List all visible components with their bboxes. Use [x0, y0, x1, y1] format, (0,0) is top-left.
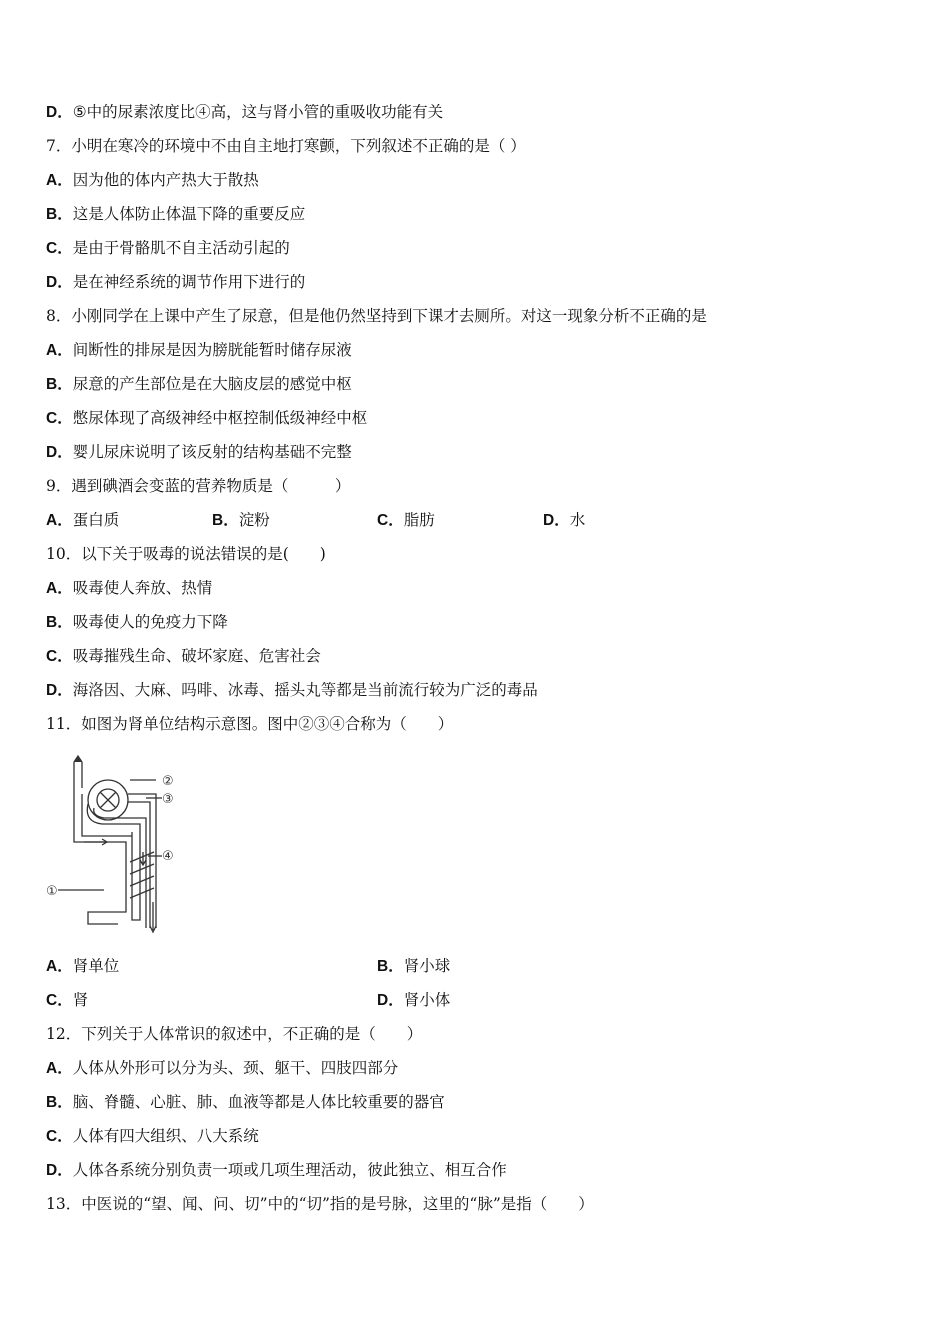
q12-option-d — [46, 1160, 507, 1181]
q13-stem: 13．中医说的“望、闻、问、切”中的“切”指的是号脉，这里的“脉”是指（ ） — [46, 1195, 594, 1213]
option-label: D． — [377, 992, 404, 1009]
label-circle-4: ④ — [162, 849, 174, 864]
q8-option-c — [46, 408, 367, 429]
efferent-wall — [128, 802, 150, 928]
arrow-down-2 — [150, 902, 156, 932]
q8-option-b — [46, 374, 352, 395]
option-label: C． — [46, 992, 73, 1009]
option-text: 肾 — [72, 991, 89, 1009]
label-circle-1: ① — [46, 884, 58, 899]
q11-option-c — [46, 990, 88, 1011]
option-text: 海洛因、大麻、吗啡、冰毒、摇头丸等都是当前流行较为广泛的毒品 — [72, 681, 538, 699]
arrow-up — [74, 756, 82, 762]
q9-stem: 9．遇到碘酒会变蓝的营养物质是（ ） — [46, 477, 351, 495]
q11-option-b — [377, 956, 450, 977]
option-text: 肾小体 — [403, 991, 451, 1009]
option-text: 蛋白质 — [72, 511, 120, 529]
q8-option-d — [46, 442, 352, 463]
option-label: D． — [46, 444, 73, 461]
q7-option-c — [46, 238, 290, 259]
option-label: A． — [46, 580, 73, 597]
option-text: 淀粉 — [238, 511, 270, 529]
q7-option-d — [46, 272, 305, 293]
option-text: 因为他的体内产热大于散热 — [72, 171, 259, 189]
option-text: 吸毒摧残生命、破坏家庭、危害社会 — [72, 647, 321, 665]
q10-stem: 10．以下关于吸毒的说法错误的是( ) — [46, 545, 326, 563]
option-text: 脑、脊髓、心脏、肺、血液等都是人体比较重要的器官 — [72, 1093, 445, 1111]
q11-stem: 11．如图为肾单位结构示意图。图中②③④合称为（ ） — [46, 715, 454, 733]
option-label: C． — [46, 648, 73, 665]
option-text: 人体有四大组织、八大系统 — [72, 1127, 259, 1145]
option-label: B． — [212, 512, 239, 529]
option-label: B． — [46, 206, 73, 223]
option-label: D． — [46, 104, 73, 121]
option-text: 吸毒使人的免疫力下降 — [72, 613, 228, 631]
option-text: ⑤中的尿素浓度比④高，这与肾小管的重吸收功能有关 — [72, 103, 444, 121]
q7-option-b — [46, 204, 305, 225]
option-text: 婴儿尿床说明了该反射的结构基础不完整 — [72, 443, 352, 461]
option-label: A． — [46, 958, 73, 975]
flow-arrow-left — [84, 839, 107, 845]
option-label: B． — [46, 1094, 73, 1111]
option-text: 间断性的排尿是因为膀胱能暂时储存尿液 — [72, 341, 352, 359]
q11-option-a — [46, 956, 119, 977]
q10-option-a — [46, 578, 212, 599]
option-text: 吸毒使人奔放、热情 — [72, 579, 213, 597]
q10-option-b — [46, 612, 228, 633]
option-label: A． — [46, 342, 73, 359]
q6-option-d — [46, 102, 443, 123]
option-text: 肾单位 — [72, 957, 120, 975]
option-text: 水 — [569, 511, 586, 529]
q7-option-a — [46, 170, 259, 191]
nephron-diagram — [44, 752, 194, 937]
option-label: A． — [46, 512, 73, 529]
option-text: 憋尿体现了高级神经中枢控制低级神经中枢 — [72, 409, 368, 427]
q9-option-a — [46, 510, 119, 531]
option-label: A． — [46, 172, 73, 189]
option-label: C． — [46, 1128, 73, 1145]
option-label: A． — [46, 1060, 73, 1077]
glomerulus-cross — [100, 792, 116, 808]
option-label: D． — [46, 274, 73, 291]
option-text: 脂肪 — [403, 511, 435, 529]
option-label: D． — [46, 1162, 73, 1179]
option-label: D． — [46, 682, 73, 699]
q10-option-c — [46, 646, 321, 667]
tubule-inner — [94, 808, 146, 928]
q12-option-a — [46, 1058, 398, 1079]
option-text: 人体从外形可以分为头、颈、躯干、四肢四部分 — [72, 1059, 399, 1077]
label-circle-2: ② — [162, 774, 174, 789]
option-text: 肾小球 — [403, 957, 451, 975]
option-text: 尿意的产生部位是在大脑皮层的感觉中枢 — [72, 375, 352, 393]
q8-stem: 8．小刚同学在上课中产生了尿意，但是他仍然坚持到下课才去厕所。对这一现象分析不正确的是 — [46, 307, 707, 325]
option-label: B． — [46, 614, 73, 631]
q12-stem: 12．下列关于人体常识的叙述中，不正确的是（ ） — [46, 1025, 423, 1043]
q7-stem: 7．小明在寒冷的环境中不由自主地打寒颤，下列叙述不正确的是（ ） — [46, 137, 526, 155]
q8-option-a — [46, 340, 352, 361]
option-label: D． — [543, 512, 570, 529]
q9-option-b — [212, 510, 270, 531]
arrow-down-1 — [140, 852, 146, 865]
option-text: 是在神经系统的调节作用下进行的 — [72, 273, 306, 291]
option-text: 人体各系统分别负责一项或几项生理活动，彼此独立、相互合作 — [72, 1161, 507, 1179]
q11-option-d — [377, 990, 450, 1011]
option-text: 是由于骨骼肌不自主活动引起的 — [72, 239, 290, 257]
option-label: B． — [377, 958, 404, 975]
option-text: 这是人体防止体温下降的重要反应 — [72, 205, 306, 223]
q10-option-d — [46, 680, 538, 701]
option-label: B． — [46, 376, 73, 393]
option-label: C． — [46, 240, 73, 257]
q12-option-c — [46, 1126, 259, 1147]
option-label: C． — [46, 410, 73, 427]
tubule-outer — [87, 804, 140, 920]
q9-option-c — [377, 510, 435, 531]
option-label: C． — [377, 512, 404, 529]
q12-option-b — [46, 1092, 445, 1113]
label-circle-3: ③ — [162, 792, 174, 807]
q9-option-d — [543, 510, 585, 531]
